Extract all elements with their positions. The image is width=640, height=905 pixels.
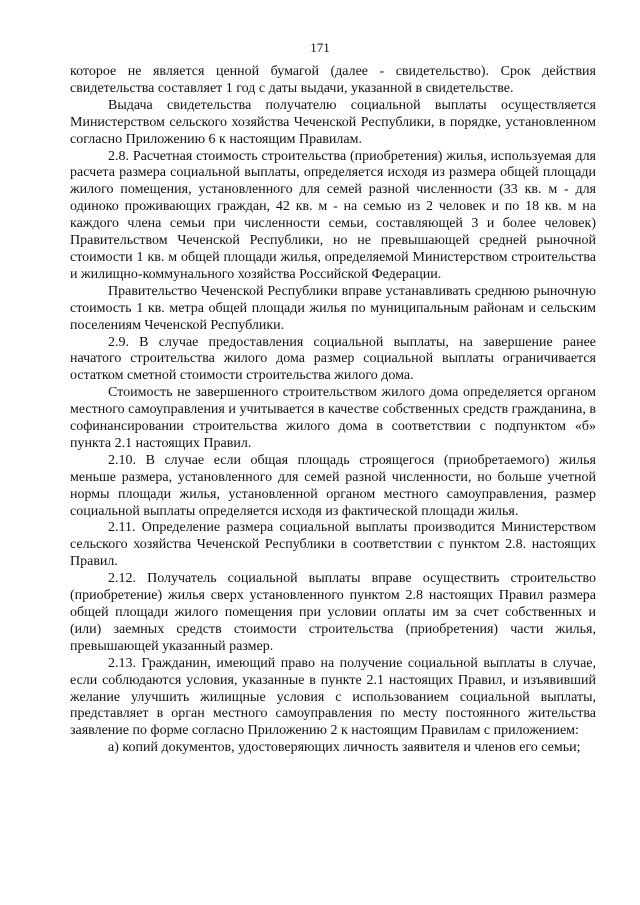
paragraph-2-9: 2.9. В случае предоставления социальной выплаты, на завершение ранее начатого строительства жилого дома размер социальной выплаты ограничивается остатком сметной стоимости строительства жилого дома. — [70, 334, 596, 384]
paragraph-unfinished-construction: Стоимость не завершенного строительством жилого дома определяется органом местного самоуправления и учитывается в качестве собственных средств гражданина, в софинансировании строительства жилого дома в соответствии с подпунктом «б» пункта 2.1 настоящих Правил. — [70, 385, 596, 451]
paragraph-2-10: 2.10. В случае если общая площадь строящегося (приобретаемого) жилья меньше размера, установленного для семей разной численности, но больше учетной нормы площади жилья, установленной органом местного самоуправления, размер социальной выплаты определяется исходя из фактической площади жилья. — [70, 452, 596, 519]
paragraph-certificate-issuance: Выдача свидетельства получателю социальной выплаты осуществляется Министерством сельского хозяйства Чеченской Республики, в порядке, установленном согласно Приложению 6 к настоящим Правилам. — [70, 97, 596, 147]
paragraph-market-cost: Правительство Чеченской Республики вправе устанавливать среднюю рыночную стоимость 1 кв. метра общей площади жилья по муниципальным районам и сельским поселениям Чеченской Республики. — [70, 283, 596, 333]
paragraph-2-12: 2.12. Получатель социальной выплаты вправе осуществить строительство (приобретение) жилья сверх установленного пунктом 2.8 настоящих Правил размера общей площади жилого помещения при условии оплаты им за счет собственных и (или) заемных средств стоимости строительства (приобретения) части жилья, превышающей указанный размер. — [70, 571, 596, 654]
paragraph-certificate-validity: которое не является ценной бумагой (далее - свидетельство). Срок действия свидетельства составляет 1 год с даты выдачи, указанной в свидетельстве. — [70, 64, 596, 96]
list-item-a: а) копий документов, удостоверяющих личность заявителя и членов его семьи; — [108, 740, 581, 756]
document-body — [70, 64, 596, 757]
paragraph-2-13: 2.13. Гражданин, имеющий право на получение социальной выплаты в случае, если соблюдаются условия, указанные в пункте 2.1 настоящих Правил, и изъявивший желание улучшить жилищные условия с использованием социальной выплаты, представляет в орган местного самоуправления по месту постоянного жительства заявление по форме согласно Приложению 2 к настоящим Правилам с приложением: — [70, 655, 596, 739]
paragraph-2-8: 2.8. Расчетная стоимость строительства (приобретения) жилья, используемая для расчета размера социальной выплаты, определяется исходя из размера общей площади жилого помещения, установленного для семей разной численности (33 кв. м - для одиноко проживающих граждан, 42 кв. м - на семью из 2 человек и по 18 кв. м на каждого члена семьи при численности семьи, составляющей 3 и более человек) Правительством Чеченской Республики, но не превышающей средней рыночной стоимости 1 кв. м общей площади жилья, определяемой Министерством строительства и жилищно-коммунального хозяйства Российской Федерации. — [70, 148, 596, 282]
paragraph-2-11: 2.11. Определение размера социальной выплаты производится Министерством сельского хозяйства Чеченской Республики в соответствии с пунктом 2.8. настоящих Правил. — [70, 520, 596, 570]
page-number: 171 — [310, 40, 330, 55]
